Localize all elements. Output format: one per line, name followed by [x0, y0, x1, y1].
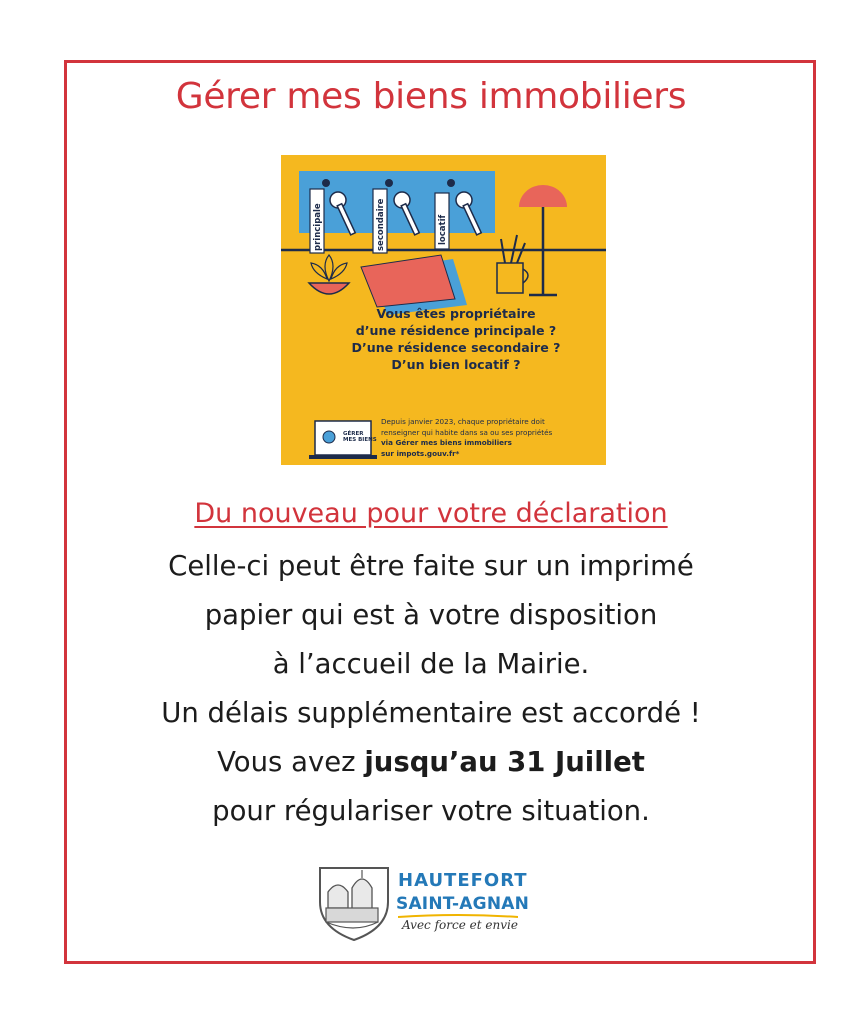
lamp-icon	[519, 185, 567, 207]
logo-tagline: Avec force et envie	[402, 918, 518, 932]
body-line-deadline	[0, 738, 862, 787]
poster-questions	[321, 305, 591, 373]
tag-label: locatif	[438, 214, 448, 245]
info-line: Depuis janvier 2023, chaque propriétaire doit	[381, 417, 545, 426]
page-title: Gérer mes biens immobiliers	[175, 76, 687, 117]
hook-icon	[322, 179, 330, 187]
municipality-logo	[316, 862, 536, 942]
logo-name-line2: SAINT-AGNAN	[396, 894, 530, 914]
announcement-body	[0, 542, 862, 836]
info-line: sur impots.gouv.fr*	[381, 448, 460, 458]
hook-icon	[447, 179, 455, 187]
info-line: renseigner qui habite dans sa ou ses propriétés	[381, 427, 553, 437]
body-line: à l’accueil de la Mairie.	[272, 648, 590, 680]
question-line: d’une résidence principale ?	[355, 323, 557, 338]
poster-illustration	[281, 155, 606, 465]
castle-crest-icon	[316, 862, 392, 942]
deadline-date: jusqu’au 31 Juillet	[364, 746, 645, 778]
laptop-label	[325, 431, 377, 443]
pencil-cup-icon	[497, 263, 523, 293]
logo-name-line1: HAUTEFORT	[398, 870, 528, 891]
body-line: papier qui est à votre disposition	[204, 599, 658, 631]
laptop-label-line: MES BIENS	[343, 437, 377, 443]
body-line: Un délais supplémentaire est accordé !	[161, 697, 701, 729]
laptop-label-line: GÉRER	[343, 431, 364, 437]
question-line: D’un bien locatif ?	[391, 357, 521, 372]
info-line: via Gérer mes biens immobiliers	[381, 438, 512, 447]
body-line: Celle-ci peut être faite sur un imprimé	[168, 550, 694, 582]
body-line: pour régulariser votre situation.	[212, 795, 650, 827]
tag-label: secondaire	[376, 198, 386, 251]
deadline-prefix: Vous avez	[217, 746, 365, 778]
question-line: Vous êtes propriétaire	[376, 306, 536, 321]
plant-icon	[309, 283, 349, 294]
section-subheading: Du nouveau pour votre déclaration	[194, 498, 668, 529]
poster-info	[381, 417, 601, 459]
question-line: D’une résidence secondaire ?	[351, 340, 561, 355]
tag-label: principale	[313, 203, 323, 251]
hook-icon	[385, 179, 393, 187]
